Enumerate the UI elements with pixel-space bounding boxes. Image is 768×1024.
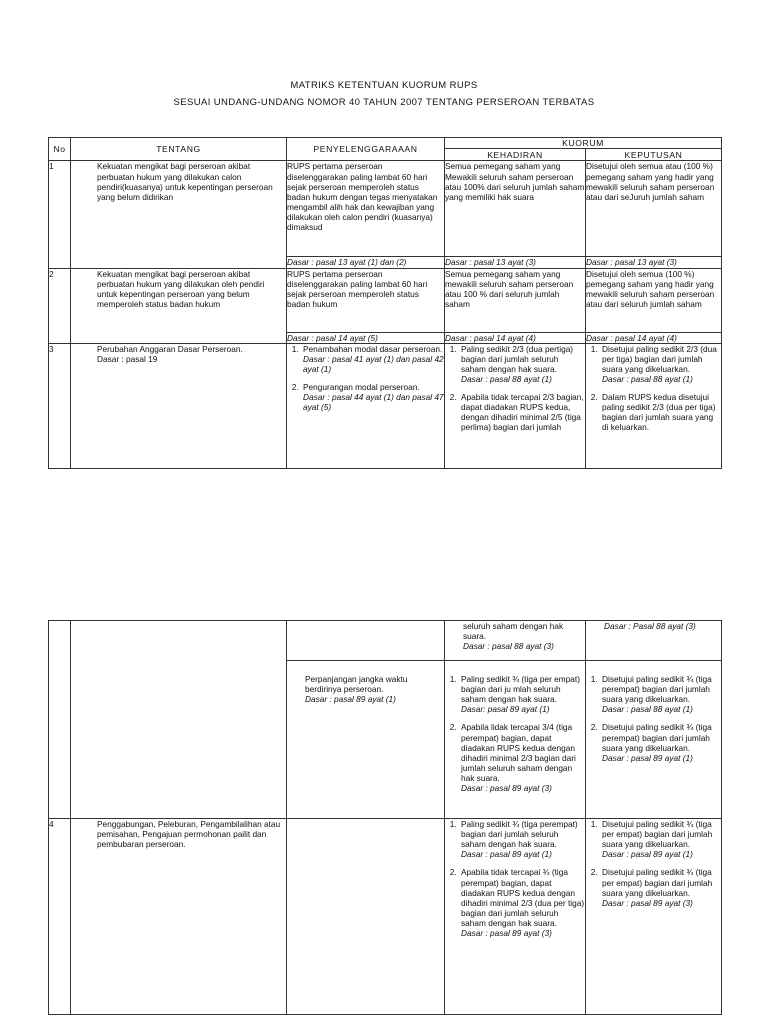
dasar-penyelenggaraan: Dasar : pasal 14 ayat (5)	[287, 332, 445, 343]
item-text: 1. Paling sedikit ¾ (tiga perempat) bagian dari jumlah seluruh saham dengan hak suara.	[461, 819, 578, 850]
dasar-kehadiran: Dasar : pasal 14 ayat (4)	[445, 332, 586, 343]
list-item	[459, 867, 585, 938]
keputusan-cell: Disetujui oleh semua (100 %) pemegang saham yang hadir yang mewakili seluruh saham perseroan atau dari seluruh jumlah saham	[586, 268, 722, 332]
row-number: 1	[49, 161, 71, 268]
tentang-cell: Kekuatan mengikat bagi perseroan akibat perbuatan hukum yang dilakukan oleh pendiri untuk kepentingan perseroan yang belum memperoleh status badan hukum	[71, 268, 287, 343]
kehadiran-cell: Semua pemegang saham yang Mewakili seluruh saham perseroan atau 100% dari seluruh jumlah saham yang memiliki hak suara	[445, 161, 586, 257]
item-dasar: Dasar : pasal 88 ayat (1)	[602, 374, 693, 385]
penyelenggaraan-cell-empty	[287, 621, 445, 661]
row-number: 2	[49, 268, 71, 343]
item-text: 2. Dalam RUPS kedua disetujui paling sedikit 2/3 (dua per tiga) bagian dari jumlah suara yang di keluarkan.	[602, 392, 716, 433]
item-dasar: Dasar : pasal 89 ayat (1)	[602, 752, 693, 763]
table-row	[49, 621, 722, 661]
table-row	[49, 161, 722, 257]
item-text: 2. Pengurangan modal perseroan.	[303, 382, 420, 393]
list-item	[301, 382, 444, 412]
item-dasar: Dasar : pasal 89 ayat (3)	[602, 897, 693, 908]
header-kehadiran: KEHADIRAN	[445, 149, 586, 161]
table-row	[49, 268, 722, 332]
list-item	[600, 344, 721, 384]
row-number: 3	[49, 343, 71, 468]
row-number: 4	[49, 819, 71, 1015]
tentang-cell: Penggabungan, Peleburan, Pengambilalihan atau pemisahan, Pengajuan permohonan pailit dan pembubaran perseroan.	[71, 819, 287, 1015]
dasar-kehadiran: Dasar : pasal 13 ayat (3)	[445, 257, 586, 268]
tentang-cell	[71, 343, 287, 468]
keputusan-cell: Disetujui oleh semua atau (100 %) pemegang saham yang hadir yang mewakili seluruh saham perseroan atau dari seJuruh jumlah saham	[586, 161, 722, 257]
item-text: 2. Disetujui paling sedikit ¾ (tiga per empat) bagian dari jumlah suara yang dikeluarkan.	[602, 867, 713, 898]
list-item	[600, 867, 721, 907]
list-item	[459, 392, 585, 432]
item-dasar: Dasar : pasal 89 ayat (1)	[461, 849, 552, 860]
header-keputusan: KEPUTUSAN	[586, 149, 722, 161]
header-no: No	[49, 138, 71, 161]
document-subtitle: SESUAI UNDANG-UNDANG NOMOR 40 TAHUN 2007 TENTANG PERSEROAN TERBATAS	[173, 97, 595, 108]
item-text: 2. Disetujui paling sedikit ¾ (tiga perempat) bagian dari jumlah suara yang dikeluarkan.	[602, 722, 712, 753]
document-title: MATRIKS KETENTUAN KUORUM RUPS	[290, 80, 478, 91]
dasar-keputusan: Dasar : pasal 13 ayat (3)	[586, 257, 722, 268]
keputusan-cell	[586, 621, 722, 661]
item-text: 2. Apabila tidak tercapai ¾ (tiga perempat) bagian, dapat diadakan RUPS kedua dengan dihadiri minimal 2/3 (dua per tiga) bagian dari jumlah seluruh saham dengan hak suara.	[461, 867, 585, 928]
item-text: 1. Paling sedikit ¾ (tiga per empat) bagian dari ju mlah seluruh saham dengan hak suara.	[461, 674, 580, 705]
item-dasar: Dasar : pasal 44 ayat (1) dan pasal 47 ayat (5)	[303, 392, 444, 413]
kehadiran-cell	[445, 343, 586, 468]
penyelenggaraan-cell-empty	[287, 819, 445, 1015]
list-item	[459, 674, 585, 714]
list-item	[600, 819, 721, 859]
item-dasar: Dasar : pasal 88 ayat (1)	[602, 704, 693, 715]
kehadiran-cell	[445, 819, 586, 1015]
item-text: 1. Penambahan modal dasar perseroan.	[303, 343, 443, 354]
penyelenggaraan-cell	[287, 343, 445, 468]
kuorum-matrix-table-page1	[48, 137, 722, 469]
item-dasar: Dasar : pasal 89 ayat (3)	[461, 783, 552, 794]
item-text: 1. Disetujui paling sedikit 2/3 (dua per tiga) bagian dari jumlah suara yang dikeluarkan.	[602, 343, 717, 374]
list-item	[600, 674, 721, 714]
table-row	[49, 343, 722, 468]
row-number-empty	[49, 621, 71, 819]
penyelenggaraan-cell: RUPS pertama perseroan diselenggarakan paling lambat 60 hari sejak perseroan memperoleh status badan hukum dengan tegas menyatakan mengambil alih hak dan kewajiban yang dilakukan oleh calon pendiri (kuasanya) dimaksud	[287, 161, 445, 257]
kehadiran-cell	[445, 621, 586, 661]
header-penyelenggaraan: PENYELENGGARAAAN	[287, 138, 445, 161]
item-dasar: Dasar : Pasal 88 ayat (3)	[604, 621, 696, 631]
kehadiran-cell: Semua pemegang saham yang mewakili seluruh saham perseroan atau 100 % dari seluruh jumlah saham	[445, 268, 586, 332]
header-kuorum: KUORUM	[445, 138, 722, 149]
dasar-penyelenggaraan: Dasar : pasal 13 ayat (1) dan (2)	[287, 257, 445, 268]
item-dasar: Dasar : pasal 89 ayat (1)	[602, 849, 693, 860]
list-item	[600, 392, 721, 432]
item-dasar: Dasar : pasal 88 ayat (3)	[463, 641, 554, 652]
header-tentang: TENTANG	[71, 138, 287, 161]
kuorum-matrix-table-page2	[48, 620, 722, 1015]
list-item	[459, 344, 585, 384]
item-dasar: Dasar : pasal 41 ayat (1) dan pasal 42 ayat (1)	[303, 353, 444, 374]
tentang-cell: Kekuatan mengikat bagi perseroan akibat perbuatan hukum yang dilakukan calon pendiri(kuasanya) untuk kepentingan perseroan yang belum didirikan	[71, 161, 287, 268]
tentang-dasar: Dasar : pasal 19	[97, 353, 158, 364]
item-text: 1. Disetujui paling sedikit ¾ (tiga per empat) bagian dari jumlah suara yang dikeluarkan.	[602, 819, 713, 850]
item-text: 1. Paling sedikit 2/3 (dua pertiga) bagian dari jumlah seluruh saham dengan hak suara.	[461, 343, 574, 374]
item-dasar: Dasar : pasal 89 ayat (1)	[305, 694, 396, 705]
item-text: seluruh saham dengan hak suara.	[463, 621, 564, 642]
item-text: Perpanjangan jangka waktu berdirinya perseroan.	[305, 674, 408, 695]
list-item	[301, 344, 444, 374]
list-item	[459, 819, 585, 859]
kehadiran-cell	[445, 661, 586, 819]
keputusan-cell	[586, 819, 722, 1015]
keputusan-cell	[586, 661, 722, 819]
item-dasar: Dasar: pasal 89 ayat (1)	[461, 704, 550, 715]
penyelenggaraan-cell	[287, 661, 445, 819]
dasar-keputusan: Dasar : pasal 14 ayat (4)	[586, 332, 722, 343]
item-text: 2. Apabila tidak tercapai 2/3 bagian, dapat diadakan RUPS kedua, dengan dihadiri minimal 2/5 (tiga perlima) bagian dari jumlah	[461, 392, 584, 433]
item-dasar: Dasar : pasal 89 ayat (3)	[461, 928, 552, 939]
item-text: 1. Disetujui paling sedikit ¾ (tiga perempat) bagian dari jumlah suara yang dikeluarkan.	[602, 674, 712, 705]
item-text: 2. Apabila lidak tercapai 3/4 (tiga perempat) bagian, dapat diadakan RUPS kedua dengan dihadiri minimal 2/3 bagian dari jumlah seluruh saham dengan hak suara.	[461, 722, 576, 783]
list-item	[459, 722, 585, 793]
keputusan-cell	[586, 343, 722, 468]
tentang-cell-empty	[71, 621, 287, 819]
tentang-text: Perubahan Anggaran Dasar Perseroan.	[97, 343, 243, 354]
list-item	[600, 722, 721, 762]
item-dasar: Dasar : pasal 88 ayat (1)	[461, 374, 552, 385]
penyelenggaraan-cell: RUPS pertama perseroan diselenggarakan paling lambat 60 hari sejak perseroan memperoleh status badan hukum	[287, 268, 445, 332]
table-row	[49, 819, 722, 1015]
